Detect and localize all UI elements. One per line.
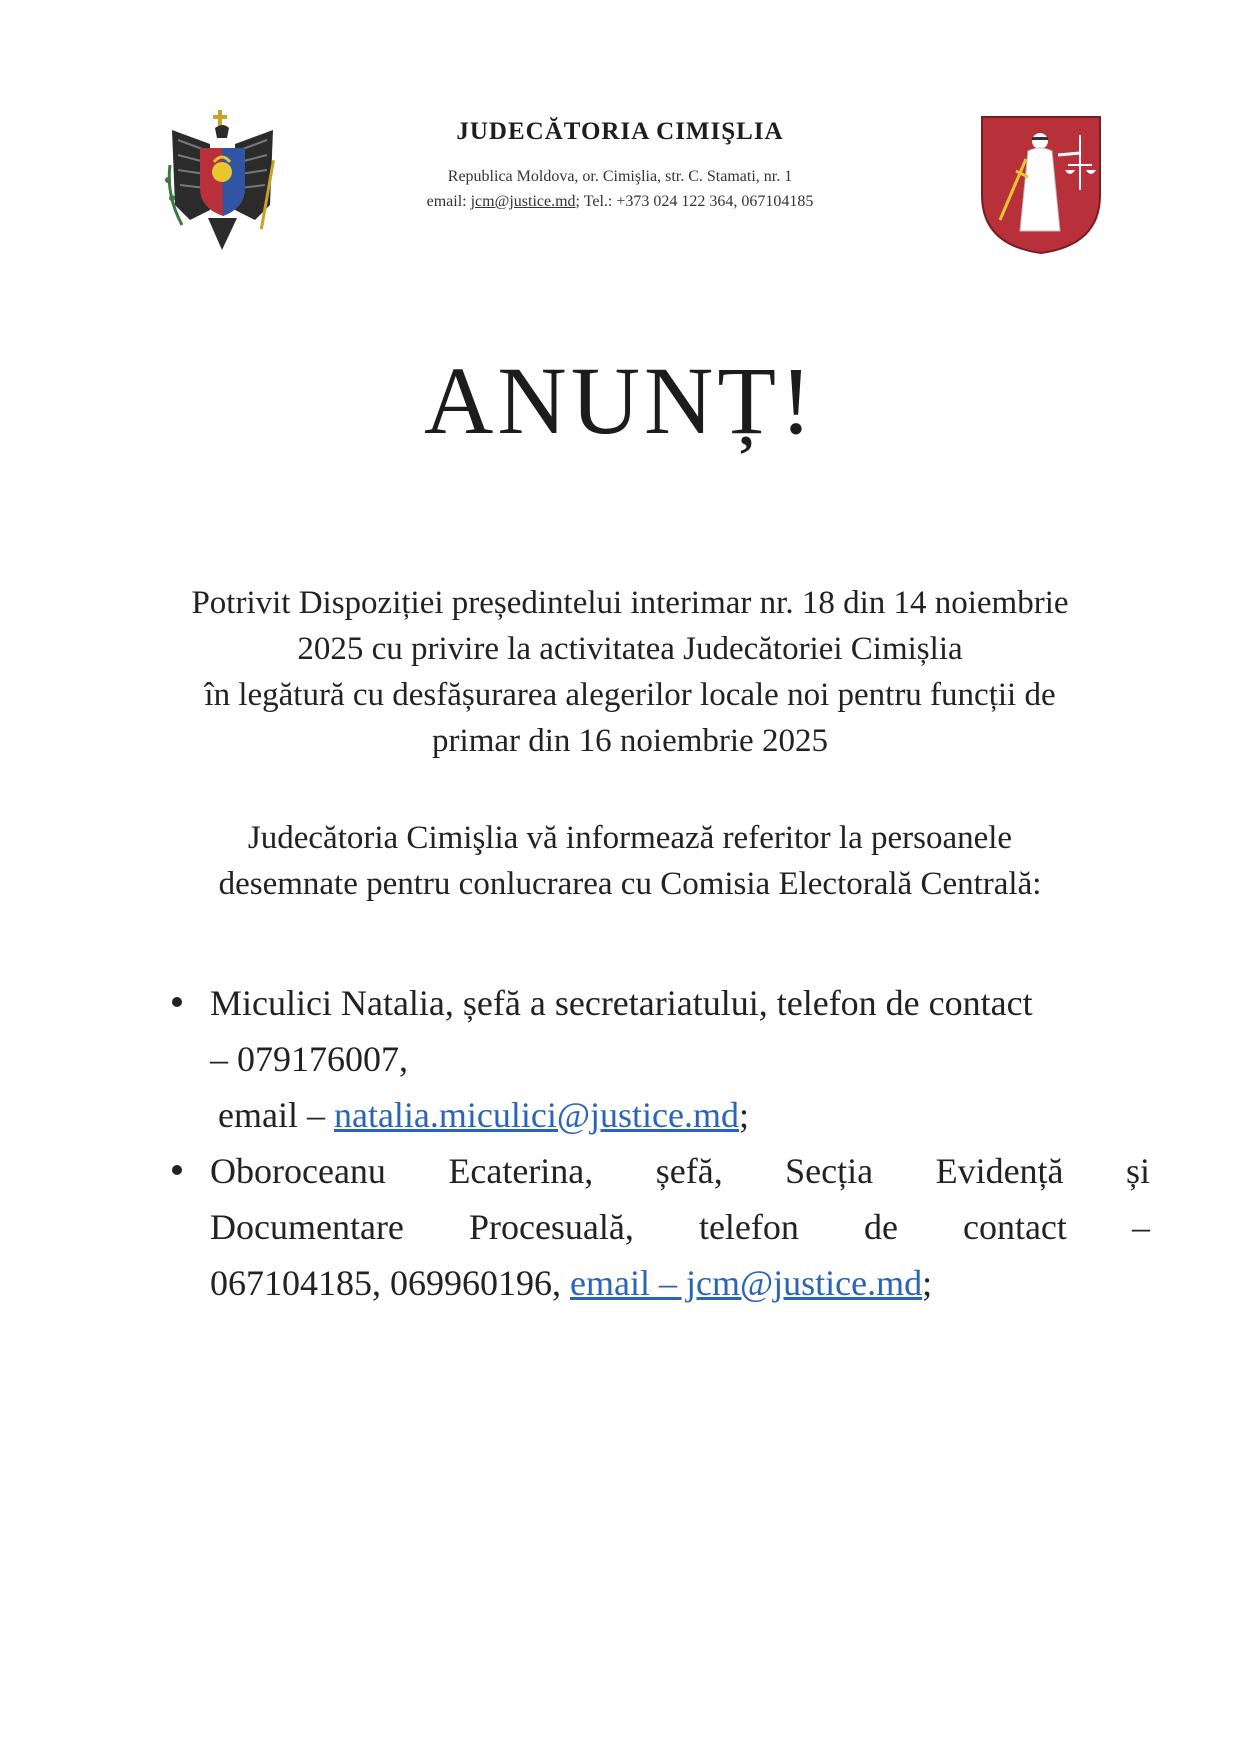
word: Procesuală, [468,1207,634,1247]
email-prefix: email – [218,1095,334,1135]
word: Secția [785,1151,874,1191]
word: Oboroceanu [210,1151,386,1191]
word: contact [962,1207,1067,1247]
contacts-list [170,975,1150,1311]
info-line: desemnate pentru conlucrarea cu Comisia Electorală Centrală: [218,866,1042,902]
contact-email-line [210,1087,1150,1143]
header-phone: ; Tel.: +373 024 122 364, 067104185 [575,193,814,210]
word: șefă, [655,1151,723,1191]
email-suffix: ; [739,1095,750,1135]
word: Evidență [935,1151,1064,1191]
email-label: email: [426,193,471,210]
contact-description: Miculici Natalia, șefă a secretariatului, telefon de contact [210,983,1033,1023]
contact-email-link[interactable]: email – jcm@justice.md [570,1263,923,1303]
contact-phone: – 079176007, [210,1039,408,1079]
court-name: JUDECĂTORIA CIMIŞLIA [456,118,784,145]
contact-phone-email-line [210,1255,1150,1311]
header-email-link[interactable]: jcm@justice.md [470,193,576,210]
contact-phones: 067104185, 069960196, [210,1263,570,1303]
intro-line: 2025 cu privire la activitatea Judecătoriei Cimișlia [297,631,963,667]
contact-item [170,975,1150,1143]
contact-email-link[interactable]: natalia.miculici@justice.md [333,1095,740,1135]
intro-line: primar din 16 noiembrie 2025 [432,723,828,759]
court-address: Republica Moldova, or. Cimişlia, str. C. Stamati, nr. 1 [447,168,793,185]
page-title: ANUNȚ! [424,347,816,454]
contact-item [170,1143,1150,1311]
court-contact [300,193,940,211]
info-paragraph [130,815,1130,907]
bullet-icon [172,997,182,1007]
word: – [1131,1207,1150,1247]
word: Ecaterina, [448,1151,594,1191]
cimislia-coat-of-arms-icon [980,115,1102,255]
intro-line: Potrivit Dispoziției președintelui interimar nr. 18 din 14 noiembrie [191,585,1069,621]
word: și [1125,1151,1150,1191]
moldova-coat-of-arms-icon [160,110,285,255]
email-suffix: ; [922,1263,933,1303]
intro-line: în legătură cu desfășurarea alegerilor locale noi pentru funcții de [204,677,1056,713]
info-line: Judecătoria Cimişlia vă informează referitor la persoanele [247,820,1013,856]
word: telefon [698,1207,799,1247]
word: de [863,1207,898,1247]
bullet-icon [172,1165,182,1175]
intro-paragraph [130,580,1130,764]
word: Documentare [210,1207,404,1247]
contact-description [210,1199,1150,1255]
contact-description [210,1143,1150,1199]
